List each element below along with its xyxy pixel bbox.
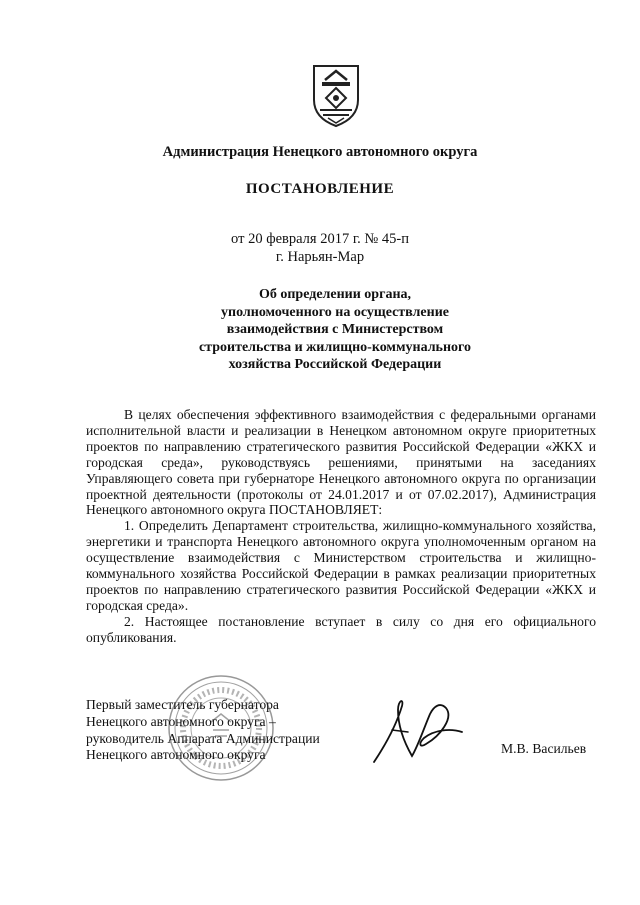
item-2-paragraph: 2. Настоящее постановление вступает в силу со дня его официального опубликования. (86, 613, 596, 645)
organization-name: Администрация Ненецкого автономного округа (162, 144, 478, 160)
position-line: Ненецкого автономного округа (86, 747, 266, 763)
date-block (0, 230, 640, 266)
title-line: уполномоченного на осуществление (221, 304, 449, 320)
document-title (170, 286, 500, 374)
position-line: Первый заместитель губернатора (86, 697, 279, 712)
signatory-position (86, 697, 320, 764)
title-line: взаимодействия с Министерством (226, 322, 444, 337)
title-line: строительства и жилищно-коммунального (198, 339, 472, 355)
document-body (86, 407, 596, 646)
city: г. Нарьян-Мар (275, 249, 365, 265)
position-line: руководитель Аппарата Администрации (86, 730, 320, 746)
coat-of-arms-icon (310, 60, 362, 128)
document-type: ПОСТАНОВЛЕНИЕ (245, 181, 395, 197)
handwritten-signature-icon (368, 692, 468, 766)
title-line: хозяйства Российской Федерации (228, 357, 442, 372)
intro-paragraph: В целях обеспечения эффективного взаимодействия с федеральными органами исполнительной власти и реализации в Ненецком автономном округе приоритетных проектов по направлению стратегического развития Российской Федерации «ЖКХ и городская среда», руководствуясь решениями, принятыми на заседаниях Управляющего совета при губернаторе Ненецкого автономного округа по организации проектной деятельности (протоколы от 24.01.2017 и от 07.02.2017), Администрация Ненецкого автономного округа ПОСТАНОВЛЯЕТ: (86, 407, 596, 518)
item-1-paragraph: 1. Определить Департамент строительства, жилищно-коммунального хозяйства, энергетики и транспорта Ненецкого автономного округа уполномоченным органом на осуществление взаимодействия с Министерством строительства и жилищно-коммунального хозяйства Российской Федерации в рамках реализации приоритетных проектов по направлению стратегического развития Российской Федерации «ЖКХ и городская среда». (86, 518, 596, 613)
title-line: Об определении органа, (258, 287, 412, 302)
signatory-name: М.В. Васильев (501, 741, 587, 756)
date-number: от 20 февраля 2017 г. № 45-п (231, 231, 409, 247)
position-line: Ненецкого автономного округа – (86, 713, 276, 729)
